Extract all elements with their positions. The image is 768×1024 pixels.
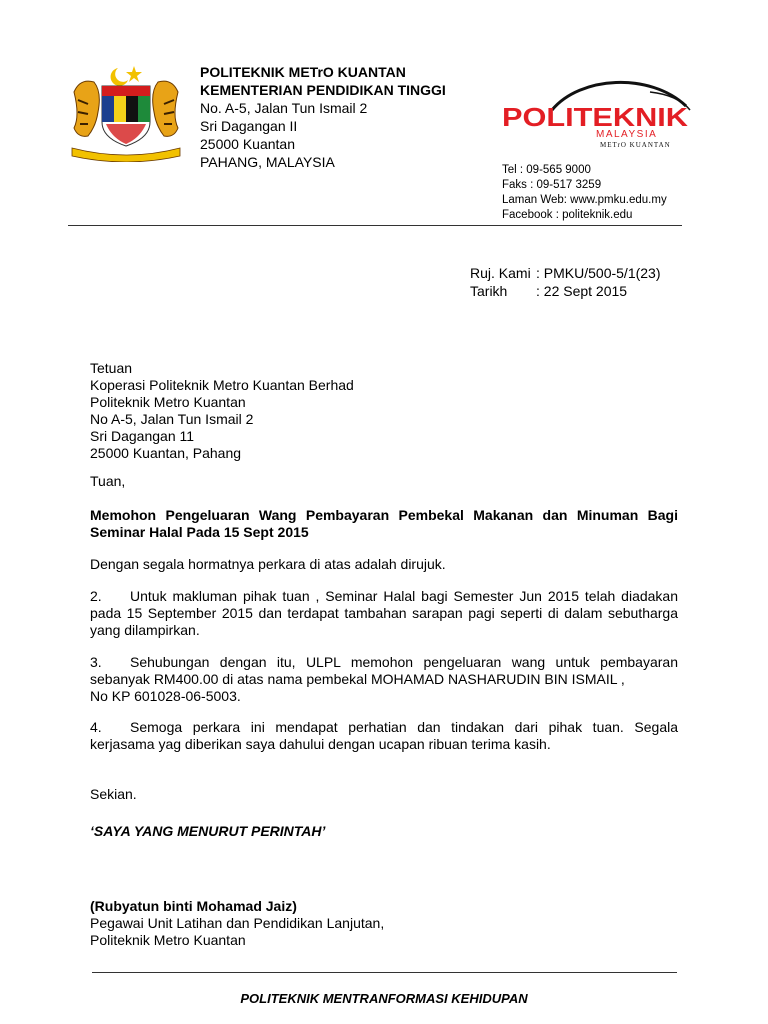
reference-block <box>470 264 661 300</box>
address-line: 25000 Kuantan <box>200 136 295 152</box>
coat-of-arms-crest <box>66 62 186 162</box>
paragraph-text: Semoga perkara ini mendapat perhatian dan tindakan dari pihak tuan. Segala kerjasama yag diberikan saya dahului dengan ucapan ribuan terima kasih. <box>90 719 678 752</box>
recipient-line: Politeknik Metro Kuantan <box>90 394 246 410</box>
recipient-line: 25000 Kuantan, Pahang <box>90 445 242 461</box>
signatory-org: Politeknik Metro Kuantan <box>90 932 246 948</box>
contact-info <box>502 163 667 223</box>
recipient-line: Sri Dagangan 11 <box>90 428 195 444</box>
contact-faks: Faks : 09-517 3259 <box>502 179 602 191</box>
letter-subject: Memohon Pengeluaran Wang Pembayaran Pembekal Makanan dan Minuman Bagi Seminar Halal Pada 15 Sept 2015 <box>90 507 678 540</box>
footer-motto: POLITEKNIK MENTRANFORMASI KEHIDUPAN <box>240 991 528 1006</box>
contact-facebook: Facebook : politeknik.edu <box>502 209 633 221</box>
paragraph-number: 2. <box>90 588 102 604</box>
date-label: Tarikh <box>470 283 508 299</box>
date-value: : 22 Sept 2015 <box>536 283 628 299</box>
recipient-line: No A-5, Jalan Tun Ismail 2 <box>90 411 254 427</box>
paragraph-text-ic: No KP 601028-06-5003. <box>90 688 241 704</box>
paragraph-number: 3. <box>90 654 102 670</box>
recipient-line: Koperasi Politeknik Metro Kuantan Berhad <box>90 377 354 393</box>
logo-campus: METrO KUANTAN <box>600 141 671 149</box>
closing: Sekian. <box>90 786 137 802</box>
salutation: Tuan, <box>90 473 126 489</box>
address-line: No. A-5, Jalan Tun Ismail 2 <box>200 100 368 116</box>
perintah-line: ‘SAYA YANG MENURUT PERINTAH’ <box>90 823 326 839</box>
letterhead-address <box>200 63 446 171</box>
institution-name: POLITEKNIK METrO KUANTAN <box>200 64 406 80</box>
signatory-title: Pegawai Unit Latihan dan Pendidikan Lanjutan, <box>90 915 385 931</box>
opening-line: Dengan segala hormatnya perkara di atas adalah dirujuk. <box>90 556 446 572</box>
address-line: Sri Dagangan II <box>200 118 298 134</box>
paragraph-3 <box>90 654 678 705</box>
logo-wordmark: POLITEKNIK <box>502 102 689 132</box>
ministry-name: KEMENTERIAN PENDIDIKAN TINGGI <box>200 82 446 98</box>
ref-label: Ruj. Kami <box>470 265 531 281</box>
paragraph-2 <box>90 588 678 639</box>
logo-country: MALAYSIA <box>596 129 658 140</box>
recipient-line: Tetuan <box>90 360 133 376</box>
header-divider <box>68 225 682 226</box>
paragraph-number: 4. <box>90 719 102 735</box>
paragraph-text: Sehubungan dengan itu, ULPL memohon pengeluaran wang untuk pembayaran sebanyak RM400.00 di atas nama pembekal MOHAMAD NASHARUDIN BIN ISMAIL , <box>90 654 678 687</box>
footer-divider <box>92 972 677 973</box>
paragraph-text: Untuk makluman pihak tuan , Seminar Halal bagi Semester Jun 2015 telah diadakan pada 15 September 2015 dan terdapat tambahan sarapan pagi seperti di dalam sebutharga yang dilampirkan. <box>90 588 678 638</box>
paragraph-4 <box>90 719 678 753</box>
address-line: PAHANG, MALAYSIA <box>200 154 335 170</box>
politeknik-logo <box>500 76 700 152</box>
contact-tel: Tel : 09-565 9000 <box>502 164 591 176</box>
signatory-name: (Rubyatun binti Mohamad Jaiz) <box>90 898 297 914</box>
signatory-block <box>90 898 384 949</box>
recipient-address <box>90 360 354 462</box>
ref-value: : PMKU/500-5/1(23) <box>536 265 661 281</box>
contact-web: Laman Web: www.pmku.edu.my <box>502 194 667 206</box>
